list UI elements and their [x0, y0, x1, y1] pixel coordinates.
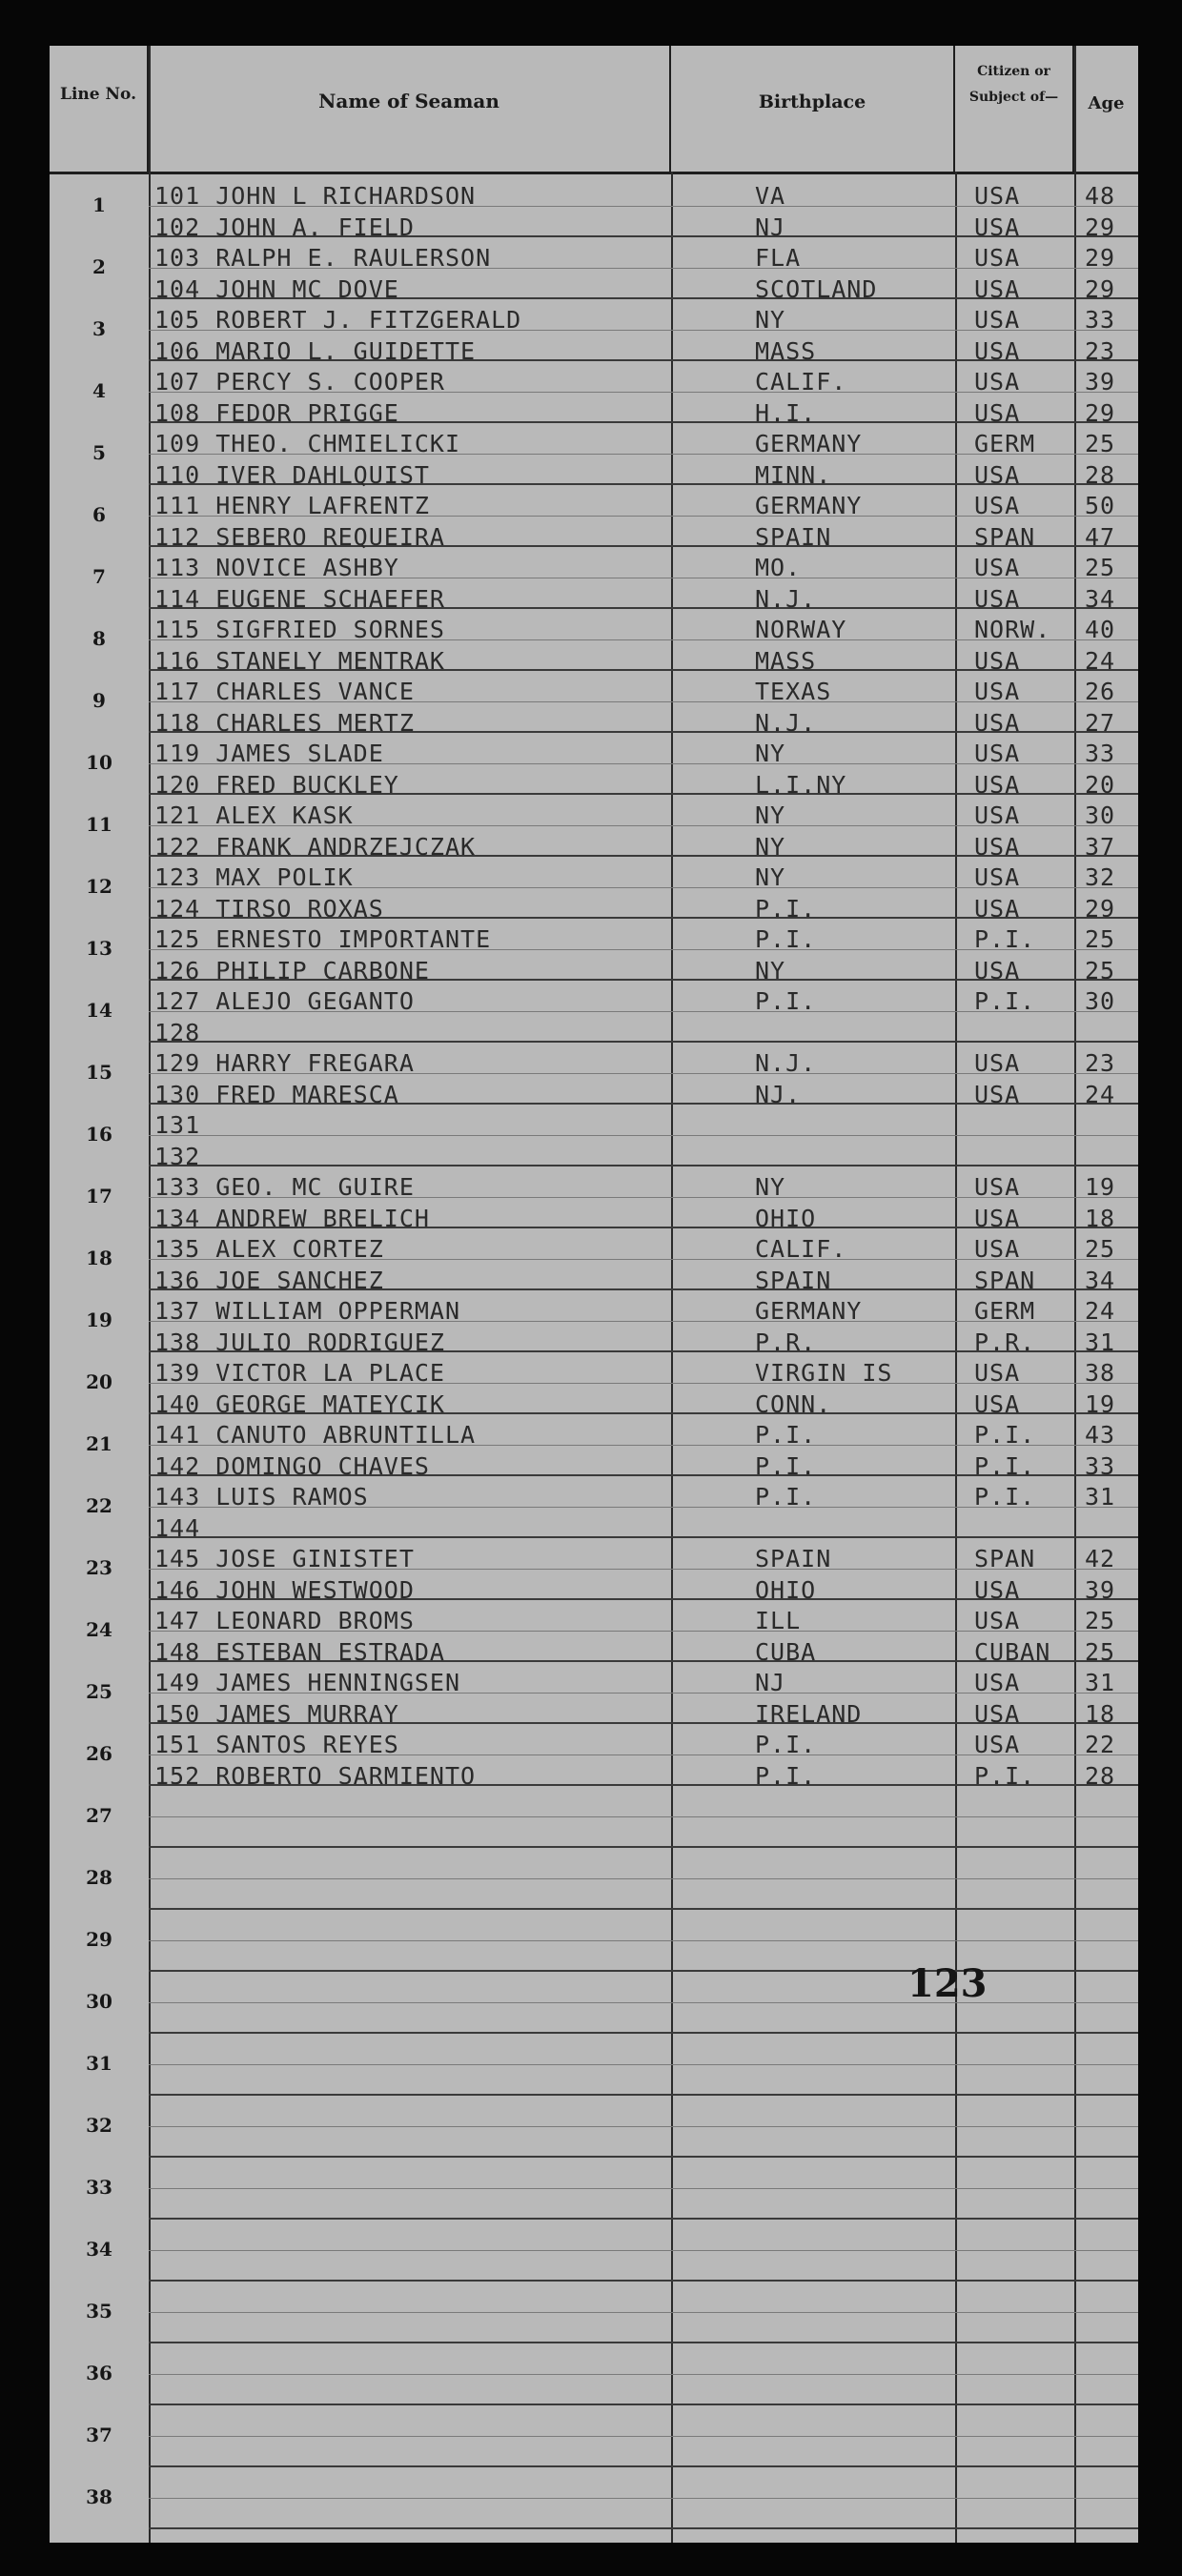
seaman-name: 103 RALPH E. RAULERSON — [154, 244, 492, 272]
seaman-age: 29 — [1085, 398, 1116, 427]
seaman-birthplace: OHIO — [755, 1204, 817, 1232]
seaman-name: 128 — [154, 1018, 201, 1046]
seaman-birthplace: VA — [755, 182, 786, 210]
seaman-citizenship: P.I. — [974, 1483, 1036, 1511]
seaman-birthplace: TEXAS — [755, 678, 832, 705]
seaman-age: 22 — [1085, 1731, 1116, 1758]
seaman-age: 24 — [1085, 1297, 1116, 1325]
seaman-birthplace: P.I. — [755, 987, 817, 1015]
half-row-rule — [149, 2436, 1138, 2437]
seaman-birthplace: MO. — [755, 554, 802, 581]
seaman-birthplace: MINN. — [755, 460, 832, 489]
seaman-name: 149 JAMES HENNINGSEN — [154, 1669, 461, 1696]
seaman-name: 129 HARRY FREGARA — [154, 1049, 415, 1077]
seaman-citizenship: P.I. — [974, 1421, 1036, 1449]
line-number: 22 — [86, 1494, 112, 1517]
row-rule — [149, 1970, 1138, 1972]
seaman-birthplace: ILL — [755, 1607, 802, 1634]
seaman-birthplace: P.I. — [755, 1421, 817, 1449]
seaman-birthplace: P.R. — [755, 1328, 817, 1356]
seaman-citizenship: USA — [974, 1204, 1021, 1232]
seaman-birthplace: NY — [755, 801, 786, 829]
seaman-citizenship: USA — [974, 1575, 1021, 1604]
seaman-age: 25 — [1085, 1637, 1116, 1666]
seaman-name: 111 HENRY LAFRENTZ — [154, 492, 430, 519]
line-number: 19 — [86, 1308, 112, 1331]
seaman-age: 27 — [1085, 708, 1116, 737]
seaman-citizenship: USA — [974, 460, 1021, 489]
header-name — [149, 46, 671, 172]
seaman-age: 25 — [1085, 956, 1116, 984]
line-number: 15 — [86, 1061, 112, 1084]
seaman-age: 29 — [1085, 213, 1116, 241]
seaman-citizenship: USA — [974, 492, 1021, 519]
seaman-age: 40 — [1085, 616, 1116, 643]
line-number: 11 — [86, 813, 112, 836]
seaman-age: 31 — [1085, 1669, 1116, 1696]
seaman-name: 151 SANTOS REYES — [154, 1731, 399, 1758]
seaman-name: 108 FEDOR PRIGGE — [154, 398, 399, 427]
seaman-citizenship: NORW. — [974, 616, 1051, 643]
seaman-name: 131 — [154, 1111, 201, 1139]
seaman-name: 102 JOHN A. FIELD — [154, 213, 415, 241]
seaman-name: 148 ESTEBAN ESTRADA — [154, 1637, 445, 1666]
line-number: 37 — [86, 2424, 112, 2446]
seaman-birthplace: NY — [755, 956, 786, 984]
seaman-birthplace: CALIF. — [755, 368, 847, 396]
seaman-citizenship: USA — [974, 740, 1021, 767]
half-row-rule — [149, 2002, 1138, 2003]
seaman-name: 117 CHARLES VANCE — [154, 678, 415, 705]
line-number: 14 — [86, 999, 112, 1022]
header-age-label: Age — [1088, 93, 1125, 113]
seaman-name: 140 GEORGE MATEYCIK — [154, 1389, 445, 1418]
line-number: 30 — [86, 1990, 112, 2013]
seaman-citizenship: GERM — [974, 1297, 1036, 1325]
seaman-name: 146 JOHN WESTWOOD — [154, 1575, 415, 1604]
seaman-birthplace: MASS — [755, 646, 817, 675]
row-rule — [149, 2094, 1138, 2096]
row-rule — [149, 1041, 1138, 1043]
seaman-age: 29 — [1085, 244, 1116, 272]
seaman-age: 43 — [1085, 1421, 1116, 1449]
seaman-birthplace: P.I. — [755, 894, 817, 923]
seaman-age: 23 — [1085, 336, 1116, 365]
row-rule — [149, 1908, 1138, 1910]
seaman-citizenship: USA — [974, 1359, 1021, 1387]
seaman-name: 120 FRED BUCKLEY — [154, 770, 399, 799]
seaman-birthplace: P.I. — [755, 1761, 817, 1790]
seaman-name: 134 ANDREW BRELICH — [154, 1204, 430, 1232]
seaman-age: 34 — [1085, 584, 1116, 613]
seaman-birthplace: NY — [755, 863, 786, 891]
seaman-citizenship: USA — [974, 863, 1021, 891]
seaman-birthplace: FLA — [755, 244, 802, 272]
seaman-citizenship: CUBAN — [974, 1637, 1051, 1666]
seaman-name: 135 ALEX CORTEZ — [154, 1235, 384, 1263]
seaman-name: 109 THEO. CHMIELICKI — [154, 430, 461, 457]
seaman-birthplace: NY — [755, 306, 786, 334]
seaman-age: 39 — [1085, 1575, 1116, 1604]
half-row-rule — [149, 2250, 1138, 2251]
seaman-citizenship: USA — [974, 306, 1021, 334]
seaman-name: 118 CHARLES MERTZ — [154, 708, 415, 737]
seaman-name: 132 — [154, 1142, 201, 1170]
seaman-age: 42 — [1085, 1545, 1116, 1572]
seaman-birthplace: SCOTLAND — [755, 274, 878, 303]
line-number: 38 — [86, 2485, 112, 2508]
header-birthplace-label: Birthplace — [758, 91, 866, 112]
seaman-citizenship: USA — [974, 182, 1021, 210]
half-row-rule — [149, 1878, 1138, 1879]
header-citizen-label: Citizen or Subject of— — [968, 64, 1059, 105]
seaman-citizenship: USA — [974, 1235, 1021, 1263]
row-rule — [149, 1165, 1138, 1166]
seaman-citizenship: SPAN — [974, 1266, 1036, 1294]
seaman-citizenship: P.I. — [974, 987, 1036, 1015]
half-row-rule — [149, 2064, 1138, 2065]
seaman-birthplace: P.I. — [755, 925, 817, 953]
seaman-citizenship: P.I. — [974, 1761, 1036, 1790]
seaman-birthplace: NY — [755, 1173, 786, 1201]
seaman-citizenship: USA — [974, 894, 1021, 923]
seaman-name: 114 EUGENE SCHAEFER — [154, 584, 445, 613]
seaman-name: 152 ROBERTO SARMIENTO — [154, 1761, 477, 1790]
seaman-citizenship: P.I. — [974, 1451, 1036, 1480]
seaman-age: 38 — [1085, 1359, 1116, 1387]
seaman-name: 123 MAX POLIK — [154, 863, 354, 891]
seaman-citizenship: USA — [974, 398, 1021, 427]
seaman-citizenship: USA — [974, 801, 1021, 829]
seaman-name: 133 GEO. MC GUIRE — [154, 1173, 415, 1201]
half-row-rule — [149, 2374, 1138, 2375]
header-name-label: Name of Seaman — [318, 90, 499, 112]
line-number: 33 — [86, 2176, 112, 2199]
line-number: 17 — [86, 1185, 112, 1207]
row-rule — [149, 2218, 1138, 2220]
seaman-citizenship: P.I. — [974, 925, 1036, 953]
seaman-age: 33 — [1085, 1451, 1116, 1480]
line-number: 29 — [86, 1928, 112, 1951]
half-row-rule — [149, 2498, 1138, 2499]
seaman-citizenship: USA — [974, 1080, 1021, 1108]
seaman-birthplace: NJ — [755, 1669, 786, 1696]
seaman-birthplace: VIRGIN IS — [755, 1359, 893, 1387]
seaman-age: 30 — [1085, 801, 1116, 829]
seaman-birthplace: CONN. — [755, 1389, 832, 1418]
seaman-age: 33 — [1085, 740, 1116, 767]
seaman-citizenship: USA — [974, 213, 1021, 241]
seaman-citizenship: USA — [974, 584, 1021, 613]
seaman-citizenship: SPAN — [974, 1545, 1036, 1572]
seaman-name: 116 STANELY MENTRAK — [154, 646, 445, 675]
line-number: 35 — [86, 2300, 112, 2322]
seaman-citizenship: USA — [974, 956, 1021, 984]
seaman-birthplace: MASS — [755, 336, 817, 365]
line-number: 10 — [86, 751, 112, 774]
half-row-rule — [149, 2312, 1138, 2313]
seaman-birthplace: SPAIN — [755, 1266, 832, 1294]
seaman-age: 25 — [1085, 925, 1116, 953]
seaman-name: 147 LEONARD BROMS — [154, 1607, 415, 1634]
seaman-birthplace: GERMANY — [755, 1297, 863, 1325]
seaman-name: 145 JOSE GINISTET — [154, 1545, 415, 1572]
seaman-age: 29 — [1085, 274, 1116, 303]
seaman-name: 150 JAMES MURRAY — [154, 1699, 399, 1728]
seaman-age: 31 — [1085, 1483, 1116, 1511]
seaman-birthplace: N.J. — [755, 708, 817, 737]
line-number: 5 — [92, 441, 106, 464]
seaman-age: 24 — [1085, 646, 1116, 675]
seaman-age: 39 — [1085, 368, 1116, 396]
seaman-birthplace: NJ. — [755, 1080, 802, 1108]
seaman-name: 141 CANUTO ABRUNTILLA — [154, 1421, 477, 1449]
seaman-age: 32 — [1085, 863, 1116, 891]
seaman-name: 105 ROBERT J. FITZGERALD — [154, 306, 522, 334]
seaman-age: 25 — [1085, 1607, 1116, 1634]
seaman-name: 138 JULIO RODRIGUEZ — [154, 1328, 445, 1356]
line-number: 7 — [92, 565, 106, 588]
line-number: 9 — [92, 689, 106, 712]
header-citizen — [955, 46, 1074, 172]
seaman-birthplace: NY — [755, 832, 786, 861]
seaman-birthplace: SPAIN — [755, 522, 832, 551]
seaman-citizenship: USA — [974, 368, 1021, 396]
seaman-name: 125 ERNESTO IMPORTANTE — [154, 925, 492, 953]
line-number: 3 — [92, 317, 106, 340]
line-number: 8 — [92, 627, 106, 650]
seaman-citizenship: USA — [974, 770, 1021, 799]
seaman-name: 127 ALEJO GEGANTO — [154, 987, 415, 1015]
seaman-citizenship: USA — [974, 678, 1021, 705]
line-number: 31 — [86, 2052, 112, 2075]
line-number: 20 — [86, 1370, 112, 1393]
seaman-citizenship: USA — [974, 274, 1021, 303]
line-number: 27 — [86, 1804, 112, 1827]
seaman-birthplace: NORWAY — [755, 616, 847, 643]
seaman-name: 113 NOVICE ASHBY — [154, 554, 399, 581]
line-number: 13 — [86, 937, 112, 960]
seaman-citizenship: USA — [974, 708, 1021, 737]
seaman-birthplace: OHIO — [755, 1575, 817, 1604]
line-number: 32 — [86, 2114, 112, 2137]
line-number: 26 — [86, 1742, 112, 1765]
row-rule — [149, 2032, 1138, 2034]
line-number: 1 — [92, 193, 106, 216]
line-number: 36 — [86, 2362, 112, 2384]
seaman-citizenship: SPAN — [974, 522, 1036, 551]
seaman-age: 50 — [1085, 492, 1116, 519]
seaman-age: 25 — [1085, 1235, 1116, 1263]
half-row-rule — [149, 1816, 1138, 1817]
seaman-age: 34 — [1085, 1266, 1116, 1294]
seaman-citizenship: USA — [974, 1607, 1021, 1634]
seaman-birthplace: H.I. — [755, 398, 817, 427]
seaman-name: 110 IVER DAHLQUIST — [154, 460, 430, 489]
row-rule — [149, 2527, 1138, 2529]
seaman-birthplace: P.I. — [755, 1451, 817, 1480]
line-number: 24 — [86, 1618, 112, 1641]
seaman-citizenship: USA — [974, 1389, 1021, 1418]
seaman-age: 30 — [1085, 987, 1116, 1015]
row-rule — [149, 2342, 1138, 2343]
seaman-birthplace: P.I. — [755, 1483, 817, 1511]
seaman-citizenship: USA — [974, 832, 1021, 861]
seaman-age: 18 — [1085, 1699, 1116, 1728]
seaman-name: 121 ALEX KASK — [154, 801, 354, 829]
seaman-name: 137 WILLIAM OPPERMAN — [154, 1297, 461, 1325]
seaman-age: 37 — [1085, 832, 1116, 861]
line-number: 16 — [86, 1123, 112, 1146]
seaman-age: 24 — [1085, 1080, 1116, 1108]
seaman-age: 20 — [1085, 770, 1116, 799]
half-row-rule — [149, 2188, 1138, 2189]
seaman-age: 28 — [1085, 460, 1116, 489]
row-rule — [149, 1846, 1138, 1848]
seaman-citizenship: USA — [974, 336, 1021, 365]
seaman-name: 136 JOE SANCHEZ — [154, 1266, 384, 1294]
header-age — [1074, 46, 1138, 172]
row-rule — [149, 2465, 1138, 2467]
seaman-birthplace: CUBA — [755, 1637, 817, 1666]
seaman-birthplace: N.J. — [755, 584, 817, 613]
header-rule — [50, 172, 1138, 174]
seaman-name: 139 VICTOR LA PLACE — [154, 1359, 445, 1387]
seaman-name: 142 DOMINGO CHAVES — [154, 1451, 430, 1480]
page-number-stamp: 123 — [907, 1961, 988, 2006]
seaman-name: 126 PHILIP CARBONE — [154, 956, 430, 984]
line-number: 23 — [86, 1556, 112, 1579]
header-line-no — [50, 46, 149, 172]
seaman-name: 122 FRANK ANDRZEJCZAK — [154, 832, 477, 861]
line-number: 18 — [86, 1247, 112, 1269]
line-number: 4 — [92, 379, 106, 402]
seaman-citizenship: USA — [974, 1173, 1021, 1201]
seaman-citizenship: P.R. — [974, 1328, 1036, 1356]
seaman-birthplace: L.I.NY — [755, 770, 847, 799]
seaman-name: 130 FRED MARESCA — [154, 1080, 399, 1108]
manifest-sheet — [50, 46, 1138, 2543]
half-row-rule — [149, 1135, 1138, 1136]
column-divider-line — [149, 46, 151, 2543]
seaman-age: 23 — [1085, 1049, 1116, 1077]
header-birthplace — [671, 46, 955, 172]
line-number: 34 — [86, 2238, 112, 2261]
seaman-name: 119 JAMES SLADE — [154, 740, 384, 767]
seaman-birthplace: SPAIN — [755, 1545, 832, 1572]
column-divider-age — [1074, 46, 1076, 2543]
half-row-rule — [149, 2126, 1138, 2127]
seaman-age: 26 — [1085, 678, 1116, 705]
line-number: 28 — [86, 1866, 112, 1889]
line-number: 21 — [86, 1432, 112, 1455]
seaman-citizenship: USA — [974, 646, 1021, 675]
row-rule — [149, 1536, 1138, 1538]
seaman-citizenship: USA — [974, 1731, 1021, 1758]
seaman-age: 25 — [1085, 430, 1116, 457]
seaman-birthplace: GERMANY — [755, 430, 863, 457]
half-row-rule — [149, 1940, 1138, 1941]
seaman-age: 19 — [1085, 1389, 1116, 1418]
seaman-name: 104 JOHN MC DOVE — [154, 274, 399, 303]
header-line-label: Line No. — [59, 85, 136, 104]
seaman-age: 33 — [1085, 306, 1116, 334]
seaman-citizenship: USA — [974, 1669, 1021, 1696]
line-number: 25 — [86, 1680, 112, 1703]
line-number: 2 — [92, 255, 106, 278]
line-number: 6 — [92, 503, 106, 526]
seaman-name: 106 MARIO L. GUIDETTE — [154, 336, 477, 365]
seaman-birthplace: N.J. — [755, 1049, 817, 1077]
seaman-citizenship: USA — [974, 1699, 1021, 1728]
seaman-age: 28 — [1085, 1761, 1116, 1790]
row-rule — [149, 2156, 1138, 2158]
seaman-name: 101 JOHN L RICHARDSON — [154, 182, 477, 210]
seaman-age: 18 — [1085, 1204, 1116, 1232]
seaman-age: 19 — [1085, 1173, 1116, 1201]
seaman-birthplace: NY — [755, 740, 786, 767]
seaman-name: 115 SIGFRIED SORNES — [154, 616, 445, 643]
seaman-age: 48 — [1085, 182, 1116, 210]
seaman-name: 143 LUIS RAMOS — [154, 1483, 369, 1511]
seaman-age: 47 — [1085, 522, 1116, 551]
seaman-name: 107 PERCY S. COOPER — [154, 368, 445, 396]
seaman-name: 124 TIRSO ROXAS — [154, 894, 384, 923]
seaman-citizenship: USA — [974, 244, 1021, 272]
seaman-birthplace: P.I. — [755, 1731, 817, 1758]
seaman-birthplace: GERMANY — [755, 492, 863, 519]
seaman-citizenship: GERM — [974, 430, 1036, 457]
line-number: 12 — [86, 875, 112, 898]
seaman-birthplace: NJ — [755, 213, 786, 241]
seaman-name: 112 SEBERO REQUEIRA — [154, 522, 445, 551]
seaman-name: 144 — [154, 1513, 201, 1542]
seaman-citizenship: USA — [974, 1049, 1021, 1077]
row-rule — [149, 2280, 1138, 2282]
seaman-age: 25 — [1085, 554, 1116, 581]
row-rule — [149, 2404, 1138, 2405]
seaman-birthplace: CALIF. — [755, 1235, 847, 1263]
seaman-citizenship: USA — [974, 554, 1021, 581]
seaman-birthplace: IRELAND — [755, 1699, 863, 1728]
seaman-age: 29 — [1085, 894, 1116, 923]
seaman-age: 31 — [1085, 1328, 1116, 1356]
